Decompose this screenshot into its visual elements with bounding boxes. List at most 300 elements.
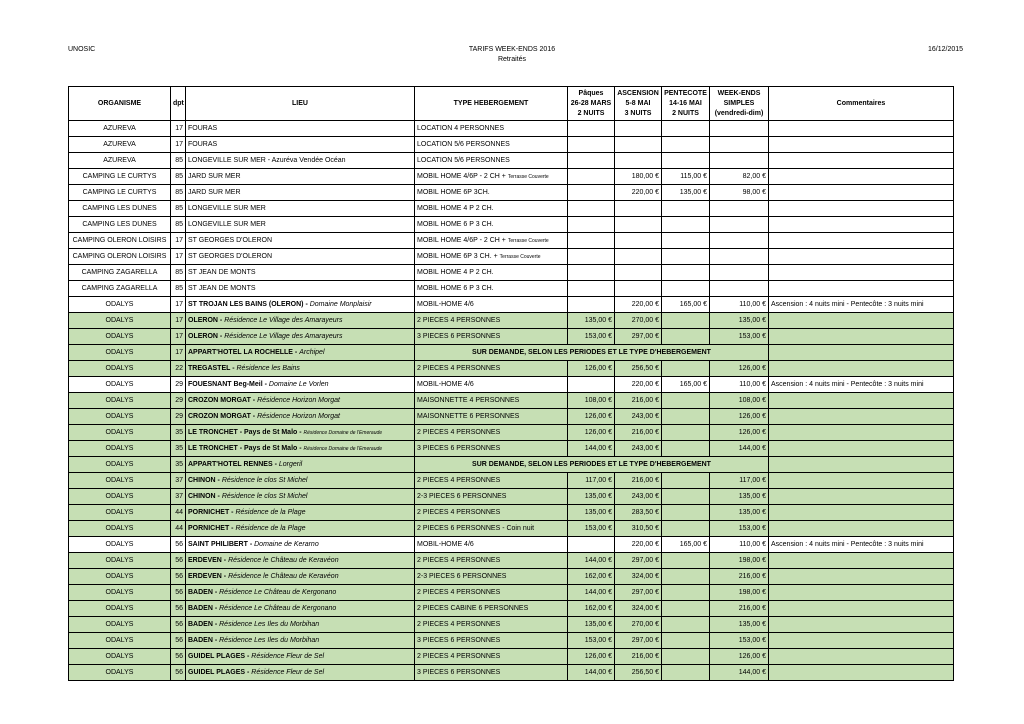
cell-organisme: CAMPING ZAGARELLA — [69, 281, 171, 297]
cell-type-hebergement — [415, 233, 568, 249]
lieu-place: LONGEVILLE SUR MER - Azuréva Vendée Océan — [188, 157, 346, 164]
col-dpt: dpt — [171, 87, 186, 121]
cell-lieu — [186, 281, 415, 297]
cell-ascension: 243,00 € — [615, 489, 662, 505]
type-label: MOBIL HOME 4/6P - 2 CH + — [417, 173, 506, 180]
table-row — [69, 489, 954, 505]
cell-dpt: 17 — [171, 121, 186, 137]
type-label: 2 PIECES CABINE 6 PERSONNES — [417, 605, 529, 612]
cell-paques — [568, 137, 615, 153]
cell-organisme: ODALYS — [69, 361, 171, 377]
type-label: 3 PIECES 6 PERSONNES — [417, 333, 501, 340]
cell-dpt: 35 — [171, 457, 186, 473]
type-label: MOBIL HOME 6 P 3 CH. — [417, 285, 494, 292]
type-label: 2 PIECES 4 PERSONNES — [417, 365, 501, 372]
lieu-place: FOURAS — [188, 125, 218, 132]
table-row — [69, 409, 954, 425]
cell-commentaires — [769, 521, 954, 537]
table-row — [69, 201, 954, 217]
cell-pentecote — [662, 601, 710, 617]
cell-dpt: 37 — [171, 489, 186, 505]
type-label: 3 PIECES 6 PERSONNES — [417, 445, 501, 452]
cell-paques — [568, 537, 615, 553]
cell-lieu — [186, 377, 415, 393]
cell-ascension — [615, 281, 662, 297]
cell-pentecote — [662, 361, 710, 377]
cell-ascension — [615, 249, 662, 265]
cell-weekends: 135,00 € — [710, 617, 769, 633]
cell-ascension: 324,00 € — [615, 601, 662, 617]
table-row — [69, 665, 954, 681]
cell-type-hebergement — [415, 521, 568, 537]
cell-lieu — [186, 345, 415, 361]
cell-commentaires — [769, 169, 954, 185]
cell-weekends: 126,00 € — [710, 361, 769, 377]
type-label: MAISONNETTE 4 PERSONNES — [417, 397, 520, 404]
cell-lieu — [186, 201, 415, 217]
cell-commentaires — [769, 665, 954, 681]
lieu-residence: Archipel — [299, 349, 325, 356]
cell-weekends: 153,00 € — [710, 521, 769, 537]
cell-weekends — [710, 249, 769, 265]
cell-weekends: 135,00 € — [710, 505, 769, 521]
table-header-row — [69, 87, 954, 121]
cell-weekends: 216,00 € — [710, 601, 769, 617]
lieu-residence: Résidence le Château de Keravéon — [228, 557, 339, 564]
cell-dpt: 29 — [171, 409, 186, 425]
lieu-residence: Résidence Domaine de l'Emeraude — [303, 430, 383, 436]
cell-weekends — [710, 201, 769, 217]
lieu-place: ST GEORGES D'OLERON — [188, 253, 273, 260]
cell-ascension: 297,00 € — [615, 633, 662, 649]
cell-commentaires — [769, 121, 954, 137]
cell-lieu — [186, 297, 415, 313]
cell-commentaires — [769, 345, 954, 361]
cell-organisme: AZUREVA — [69, 153, 171, 169]
cell-lieu — [186, 361, 415, 377]
cell-ascension: 243,00 € — [615, 409, 662, 425]
cell-ascension: 180,00 € — [615, 169, 662, 185]
type-label: 2-3 PIECES 6 PERSONNES — [417, 573, 507, 580]
cell-lieu — [186, 313, 415, 329]
cell-lieu — [186, 393, 415, 409]
cell-dpt: 85 — [171, 153, 186, 169]
cell-paques — [568, 201, 615, 217]
cell-lieu — [186, 233, 415, 249]
tariffs-table — [68, 86, 954, 681]
type-label: MAISONNETTE 6 PERSONNES — [417, 413, 520, 420]
cell-pentecote — [662, 137, 710, 153]
cell-organisme: ODALYS — [69, 617, 171, 633]
cell-ascension: 216,00 € — [615, 393, 662, 409]
cell-paques: 153,00 € — [568, 633, 615, 649]
cell-dpt: 17 — [171, 345, 186, 361]
col-ascension-l3: 3 NUITS — [624, 109, 652, 117]
cell-paques — [568, 233, 615, 249]
cell-type-hebergement — [415, 553, 568, 569]
type-label: LOCATION 5/6 PERSONNES — [417, 141, 510, 148]
cell-lieu — [186, 329, 415, 345]
cell-type-hebergement — [415, 649, 568, 665]
col-ascension-l1: ASCENSION — [617, 89, 659, 97]
col-type: TYPE HEBERGEMENT — [415, 87, 568, 121]
cell-type-hebergement — [415, 633, 568, 649]
type-label: MOBIL HOME 6P 3CH. — [417, 189, 490, 196]
cell-organisme: ODALYS — [69, 585, 171, 601]
cell-weekends: 135,00 € — [710, 489, 769, 505]
type-label: 2 PIECES 4 PERSONNES — [417, 429, 501, 436]
cell-type-hebergement — [415, 441, 568, 457]
cell-pentecote — [662, 553, 710, 569]
cell-pentecote — [662, 425, 710, 441]
lieu-place: APPART'HOTEL LA ROCHELLE - — [188, 349, 298, 356]
cell-type-hebergement — [415, 153, 568, 169]
lieu-residence: Résidence Domaine de l'Emeraude — [303, 446, 383, 452]
cell-lieu — [186, 537, 415, 553]
type-label: MOBIL HOME 6 P 3 CH. — [417, 221, 494, 228]
type-label: 2 PIECES 4 PERSONNES — [417, 653, 501, 660]
cell-organisme: ODALYS — [69, 489, 171, 505]
cell-pentecote — [662, 217, 710, 233]
cell-paques — [568, 281, 615, 297]
cell-paques: 135,00 € — [568, 505, 615, 521]
cell-weekends — [710, 233, 769, 249]
cell-type-hebergement — [415, 265, 568, 281]
col-paques-l2: 26-28 MARS — [570, 99, 612, 107]
col-organisme: ORGANISME — [69, 87, 171, 121]
cell-lieu — [186, 169, 415, 185]
cell-dpt: 85 — [171, 185, 186, 201]
lieu-residence: Résidence le Château de Keravéon — [228, 573, 339, 580]
type-label: 2 PIECES 6 PERSONNES - Coin nuit — [417, 525, 535, 532]
cell-ascension: 270,00 € — [615, 313, 662, 329]
table-row — [69, 281, 954, 297]
cell-paques: 153,00 € — [568, 521, 615, 537]
type-label: 2 PIECES 4 PERSONNES — [417, 557, 501, 564]
cell-dpt: 85 — [171, 217, 186, 233]
lieu-residence: Résidence le clos St Michel — [221, 477, 308, 484]
cell-weekends: 110,00 € — [710, 297, 769, 313]
cell-type-hebergement — [415, 665, 568, 681]
lieu-place: LE TRONCHET - Pays de St Malo - — [188, 429, 302, 436]
cell-weekends: 98,00 € — [710, 185, 769, 201]
lieu-residence: Résidence de la Plage — [235, 509, 306, 516]
cell-dpt: 17 — [171, 249, 186, 265]
cell-paques — [568, 297, 615, 313]
cell-lieu — [186, 457, 415, 473]
lieu-place: BADEN - — [188, 637, 218, 644]
lieu-place: BADEN - — [188, 589, 218, 596]
cell-organisme: ODALYS — [69, 665, 171, 681]
cell-type-hebergement — [415, 217, 568, 233]
cell-ascension: 220,00 € — [615, 185, 662, 201]
cell-pentecote — [662, 665, 710, 681]
cell-lieu — [186, 153, 415, 169]
cell-weekends: 110,00 € — [710, 377, 769, 393]
lieu-residence: Domaine Monplaisir — [309, 301, 372, 308]
cell-lieu — [186, 409, 415, 425]
cell-type-hebergement — [415, 121, 568, 137]
cell-lieu — [186, 585, 415, 601]
cell-paques: 135,00 € — [568, 489, 615, 505]
cell-organisme: ODALYS — [69, 441, 171, 457]
cell-type-hebergement — [415, 281, 568, 297]
type-extra: Terrasse Couverte — [499, 254, 541, 260]
cell-ascension: 310,50 € — [615, 521, 662, 537]
cell-commentaires — [769, 425, 954, 441]
cell-paques: 126,00 € — [568, 361, 615, 377]
type-label: 2 PIECES 4 PERSONNES — [417, 317, 501, 324]
col-weekends-l3: (vendredi-dim) — [714, 109, 764, 117]
table-row — [69, 505, 954, 521]
cell-weekends — [710, 265, 769, 281]
table-row — [69, 121, 954, 137]
cell-commentaires — [769, 153, 954, 169]
cell-organisme: CAMPING LE CURTYS — [69, 185, 171, 201]
title-line: TARIFS WEEK-ENDS 2016 — [468, 46, 556, 53]
cell-pentecote — [662, 233, 710, 249]
cell-commentaires — [769, 329, 954, 345]
cell-pentecote — [662, 313, 710, 329]
cell-ascension: 297,00 € — [615, 553, 662, 569]
type-label: MOBIL-HOME 4/6 — [417, 381, 474, 388]
lieu-place: OLERON - — [188, 317, 223, 324]
cell-ascension: 216,00 € — [615, 473, 662, 489]
cell-paques: 153,00 € — [568, 329, 615, 345]
cell-commentaires — [769, 457, 954, 473]
cell-lieu — [186, 569, 415, 585]
cell-ascension — [615, 217, 662, 233]
table-row — [69, 617, 954, 633]
cell-dpt: 56 — [171, 585, 186, 601]
lieu-place: PORNICHET - — [188, 525, 234, 532]
table-row — [69, 361, 954, 377]
cell-organisme: CAMPING LES DUNES — [69, 201, 171, 217]
cell-weekends: 153,00 € — [710, 329, 769, 345]
cell-weekends — [710, 121, 769, 137]
cell-dpt: 56 — [171, 665, 186, 681]
cell-paques: 108,00 € — [568, 393, 615, 409]
cell-dpt: 17 — [171, 313, 186, 329]
table-row — [69, 153, 954, 169]
cell-type-hebergement — [415, 409, 568, 425]
lieu-residence: Lorgeril — [278, 461, 303, 468]
cell-weekends: 126,00 € — [710, 649, 769, 665]
table-row — [69, 553, 954, 569]
lieu-place: ERDEVEN - — [188, 557, 227, 564]
cell-pentecote — [662, 649, 710, 665]
cell-pentecote — [662, 441, 710, 457]
cell-pentecote — [662, 473, 710, 489]
cell-commentaires — [769, 233, 954, 249]
cell-lieu — [186, 249, 415, 265]
cell-type-hebergement — [415, 569, 568, 585]
table-row — [69, 297, 954, 313]
cell-dpt: 17 — [171, 297, 186, 313]
cell-commentaires — [769, 281, 954, 297]
cell-on-request-note: SUR DEMANDE, SELON LES PERIODES ET LE TYPE D'HEBERGEMENT — [415, 457, 769, 473]
cell-dpt: 85 — [171, 169, 186, 185]
table-row — [69, 649, 954, 665]
lieu-place: BADEN - — [188, 605, 218, 612]
lieu-residence: Résidence Les Iles du Morbihan — [219, 637, 320, 644]
table-row — [69, 217, 954, 233]
cell-weekends: 216,00 € — [710, 569, 769, 585]
cell-organisme: CAMPING OLERON LOISIRS — [69, 233, 171, 249]
lieu-place: JARD SUR MER — [188, 173, 241, 180]
cell-paques — [568, 153, 615, 169]
col-paques-l1: Pâques — [578, 89, 604, 97]
cell-lieu — [186, 425, 415, 441]
lieu-residence: Résidence de la Plage — [235, 525, 306, 532]
cell-type-hebergement — [415, 313, 568, 329]
cell-type-hebergement — [415, 489, 568, 505]
cell-type-hebergement — [415, 601, 568, 617]
cell-dpt: 56 — [171, 617, 186, 633]
lieu-place: ST JEAN DE MONTS — [188, 269, 256, 276]
col-pentecote-l1: PENTECOTE — [664, 89, 707, 97]
cell-dpt: 56 — [171, 569, 186, 585]
cell-organisme: CAMPING OLERON LOISIRS — [69, 249, 171, 265]
cell-pentecote — [662, 569, 710, 585]
cell-ascension: 220,00 € — [615, 377, 662, 393]
cell-commentaires: Ascension : 4 nuits mini - Pentecôte : 3 nuits mini — [769, 537, 954, 553]
cell-pentecote: 165,00 € — [662, 377, 710, 393]
cell-organisme: CAMPING LES DUNES — [69, 217, 171, 233]
cell-weekends — [710, 217, 769, 233]
cell-lieu — [186, 521, 415, 537]
cell-ascension — [615, 233, 662, 249]
cell-dpt: 85 — [171, 281, 186, 297]
cell-organisme: ODALYS — [69, 473, 171, 489]
cell-dpt: 35 — [171, 441, 186, 457]
cell-pentecote — [662, 617, 710, 633]
cell-dpt: 85 — [171, 201, 186, 217]
lieu-place: LE TRONCHET - Pays de St Malo - — [188, 445, 302, 452]
col-ascension — [615, 87, 662, 121]
cell-pentecote — [662, 409, 710, 425]
cell-lieu — [186, 473, 415, 489]
table-row — [69, 377, 954, 393]
cell-commentaires — [769, 473, 954, 489]
cell-organisme: ODALYS — [69, 601, 171, 617]
type-label: 2-3 PIECES 6 PERSONNES — [417, 493, 507, 500]
lieu-place: SAINT PHILIBERT - — [188, 541, 253, 548]
cell-paques — [568, 121, 615, 137]
cell-ascension: 220,00 € — [615, 537, 662, 553]
lieu-residence: Résidence les Bains — [236, 365, 300, 372]
cell-pentecote: 165,00 € — [662, 537, 710, 553]
subtitle-line: Retraités — [497, 56, 526, 63]
table-row — [69, 329, 954, 345]
cell-weekends: 126,00 € — [710, 425, 769, 441]
cell-dpt: 37 — [171, 473, 186, 489]
cell-lieu — [186, 665, 415, 681]
header-date: 16/12/2015 — [928, 46, 964, 53]
cell-commentaires — [769, 185, 954, 201]
cell-dpt: 56 — [171, 633, 186, 649]
cell-organisme: ODALYS — [69, 345, 171, 361]
cell-type-hebergement — [415, 185, 568, 201]
cell-pentecote — [662, 265, 710, 281]
cell-paques — [568, 377, 615, 393]
cell-commentaires — [769, 201, 954, 217]
col-weekends-l1: WEEK-ENDS — [717, 89, 761, 97]
cell-ascension: 297,00 € — [615, 585, 662, 601]
cell-dpt: 35 — [171, 425, 186, 441]
cell-commentaires — [769, 633, 954, 649]
cell-type-hebergement — [415, 137, 568, 153]
cell-type-hebergement — [415, 585, 568, 601]
cell-pentecote — [662, 201, 710, 217]
cell-type-hebergement — [415, 473, 568, 489]
cell-dpt: 17 — [171, 329, 186, 345]
cell-commentaires — [769, 553, 954, 569]
cell-type-hebergement — [415, 361, 568, 377]
cell-organisme: ODALYS — [69, 569, 171, 585]
col-pentecote-l2: 14-16 MAI — [669, 99, 702, 107]
cell-pentecote — [662, 505, 710, 521]
lieu-place: ST JEAN DE MONTS — [188, 285, 256, 292]
cell-ascension: 256,50 € — [615, 361, 662, 377]
type-label: LOCATION 4 PERSONNES — [417, 125, 505, 132]
cell-ascension — [615, 265, 662, 281]
lieu-place: CROZON MORGAT - — [188, 413, 256, 420]
cell-commentaires — [769, 217, 954, 233]
cell-lieu — [186, 217, 415, 233]
cell-paques: 162,00 € — [568, 569, 615, 585]
type-label: MOBIL HOME 4 P 2 CH. — [417, 205, 494, 212]
cell-dpt: 44 — [171, 521, 186, 537]
cell-dpt: 44 — [171, 505, 186, 521]
cell-pentecote — [662, 281, 710, 297]
cell-paques — [568, 249, 615, 265]
table-row — [69, 569, 954, 585]
cell-lieu — [186, 441, 415, 457]
type-label: 2 PIECES 4 PERSONNES — [417, 621, 501, 628]
type-extra: Terrasse Couverte — [507, 174, 549, 180]
cell-type-hebergement — [415, 201, 568, 217]
cell-commentaires — [769, 361, 954, 377]
table-row — [69, 137, 954, 153]
cell-pentecote — [662, 393, 710, 409]
cell-dpt: 29 — [171, 393, 186, 409]
cell-organisme: AZUREVA — [69, 137, 171, 153]
cell-type-hebergement — [415, 377, 568, 393]
cell-ascension: 216,00 € — [615, 425, 662, 441]
cell-ascension — [615, 153, 662, 169]
lieu-place: CHINON - — [188, 493, 220, 500]
cell-type-hebergement — [415, 169, 568, 185]
type-label: MOBIL-HOME 4/6 — [417, 301, 474, 308]
cell-dpt: 56 — [171, 537, 186, 553]
cell-type-hebergement — [415, 297, 568, 313]
lieu-residence: Résidence Horizon Morgat — [257, 413, 340, 420]
cell-commentaires — [769, 649, 954, 665]
cell-ascension: 220,00 € — [615, 297, 662, 313]
cell-commentaires — [769, 393, 954, 409]
type-label: 3 PIECES 6 PERSONNES — [417, 669, 501, 676]
table-row — [69, 345, 954, 361]
cell-weekends: 110,00 € — [710, 537, 769, 553]
cell-paques: 126,00 € — [568, 649, 615, 665]
cell-commentaires: Ascension : 4 nuits mini - Pentecôte : 3 nuits mini — [769, 377, 954, 393]
cell-paques: 126,00 € — [568, 425, 615, 441]
type-label: MOBIL HOME 6P 3 CH. + — [417, 253, 498, 260]
col-lieu: LIEU — [186, 87, 415, 121]
table-row — [69, 521, 954, 537]
cell-pentecote — [662, 329, 710, 345]
